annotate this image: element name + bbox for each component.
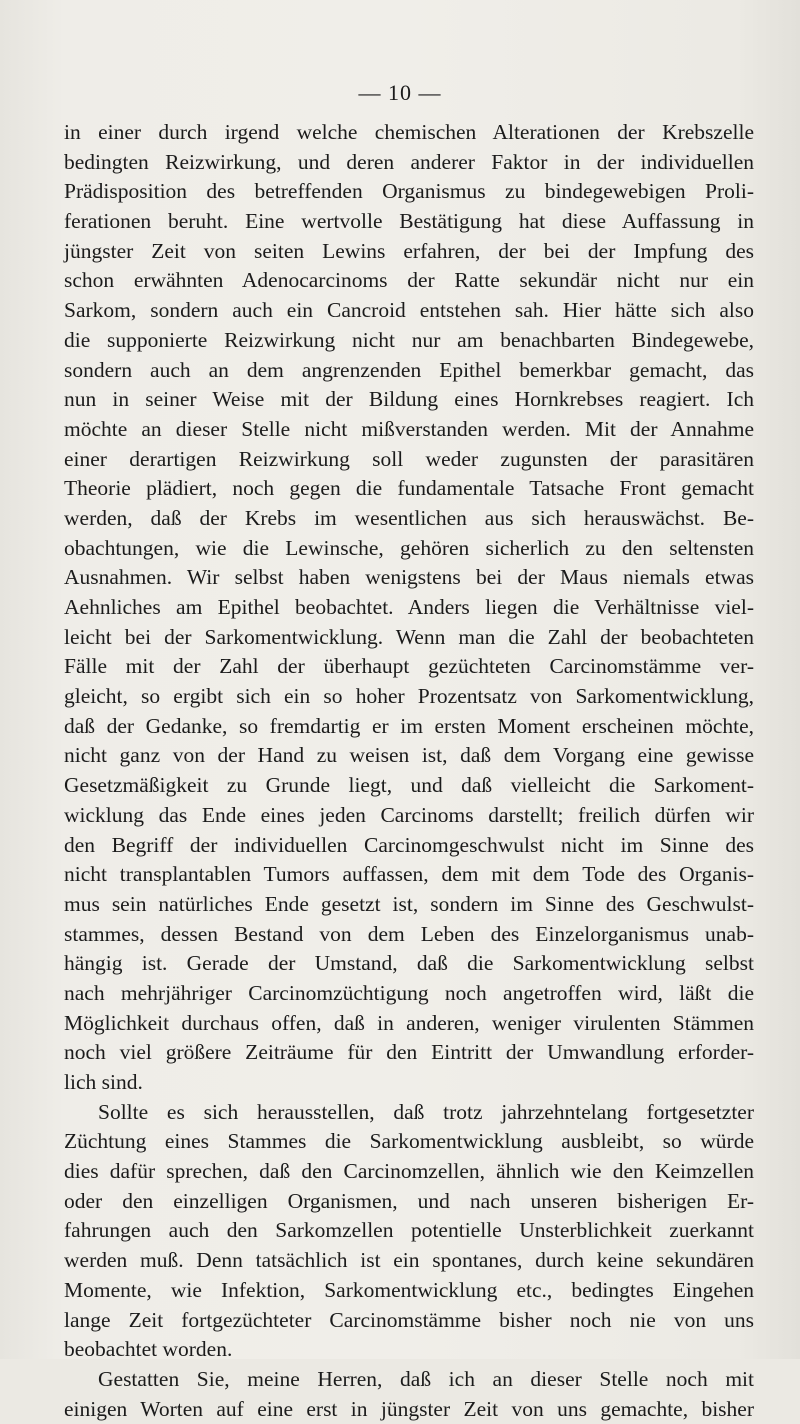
text-line: fahrungen auch den Sarkomzellen potentielle Unsterblichkeit zuerkannt xyxy=(64,1218,754,1243)
text-line: Prädisposition des betreffenden Organismus zu bindegewebigen Proli- xyxy=(64,179,754,204)
text-line: schon erwähnten Adenocarcinoms der Ratte sekundär nicht nur ein xyxy=(64,268,754,293)
text-line: Sollte es sich herausstellen, daß trotz jahrzehntelang fortgesetzter xyxy=(98,1099,754,1124)
text-line: Sarkom, sondern auch ein Cancroid entstehen sah. Hier hätte sich also xyxy=(64,298,754,323)
text-line: noch viel größere Zeiträume für den Eintritt der Umwandlung erforder- xyxy=(64,1040,754,1065)
text-line: die supponierte Reizwirkung nicht nur am benachbarten Bindegewebe, xyxy=(64,327,754,352)
text-line: einer derartigen Reizwirkung soll weder zugunsten der parasitären xyxy=(64,446,754,471)
text-line: bedingten Reizwirkung, und deren anderer Faktor in der individuellen xyxy=(64,149,754,174)
text-line: werden, daß der Krebs im wesentlichen aus sich herauswächst. Be- xyxy=(64,505,754,530)
text-line: sondern auch an dem angrenzenden Epithel bemerkbar gemacht, das xyxy=(64,357,754,382)
text-line: daß der Gedanke, so fremdartig er im ersten Moment erscheinen möchte, xyxy=(64,713,754,738)
text-line: Möglichkeit durchaus offen, daß in anderen, weniger virulenten Stämmen xyxy=(64,1010,754,1035)
text-line: nicht transplantablen Tumors auffassen, dem mit dem Tode des Organis- xyxy=(64,862,754,887)
text-line: leicht bei der Sarkomentwicklung. Wenn man die Zahl der beobachteten xyxy=(64,624,754,649)
text-line: einigen Worten auf eine erst in jüngster Zeit von uns gemachte, bisher xyxy=(64,1396,754,1421)
text-line: lich sind. xyxy=(64,1070,143,1094)
text-line: nun in seiner Weise mit der Bildung eines Hornkrebses reagiert. Ich xyxy=(64,387,754,412)
text-line: stammes, dessen Bestand von dem Leben des Einzelorganismus unab- xyxy=(64,921,754,946)
page-number: — 10 — xyxy=(358,80,442,105)
text-line: gleicht, so ergibt sich ein so hoher Prozentsatz von Sarkomentwicklung, xyxy=(64,684,754,709)
text-line: mus sein natürliches Ende gesetzt ist, sondern im Sinne des Geschwulst- xyxy=(64,891,754,916)
text-line: dies dafür sprechen, daß den Carcinomzellen, ähnlich wie den Keimzellen xyxy=(64,1159,754,1184)
text-line: Gesetzmäßigkeit zu Grunde liegt, und daß vielleicht die Sarkoment- xyxy=(64,773,754,798)
text-line: wicklung das Ende eines jeden Carcinoms darstellt; freilich dürfen wir xyxy=(64,802,754,827)
text-line: nach mehrjähriger Carcinomzüchtigung noch angetroffen wird, läßt die xyxy=(64,980,754,1005)
text-line: lange Zeit fortgezüchteter Carcinomstämme bisher noch nie von uns xyxy=(64,1307,754,1332)
text-line: oder den einzelligen Organismen, und nach unseren bisherigen Er- xyxy=(64,1188,754,1213)
text-line: möchte an dieser Stelle nicht mißverstanden werden. Mit der Annahme xyxy=(64,416,754,441)
text-line: Momente, wie Infektion, Sarkomentwicklung etc., bedingtes Eingehen xyxy=(64,1277,754,1302)
text-line: Ausnahmen. Wir selbst haben wenigstens bei der Maus niemals etwas xyxy=(64,565,754,590)
text-line: Züchtung eines Stammes die Sarkomentwicklung ausbleibt, so würde xyxy=(64,1129,754,1154)
text-line: Fälle mit der Zahl der überhaupt gezüchteten Carcinomstämme ver- xyxy=(64,654,754,679)
body-text xyxy=(64,118,754,1424)
text-line: ferationen beruht. Eine wertvolle Bestätigung hat diese Auffassung in xyxy=(64,209,754,234)
text-line: hängig ist. Gerade der Umstand, daß die Sarkomentwicklung selbst xyxy=(64,951,754,976)
text-line: werden muß. Denn tatsächlich ist ein spontanes, durch keine sekundären xyxy=(64,1248,754,1273)
text-line: Gestatten Sie, meine Herren, daß ich an dieser Stelle noch mit xyxy=(98,1366,754,1391)
text-line: Theorie plädiert, noch gegen die fundamentale Tatsache Front gemacht xyxy=(64,476,754,501)
text-line: nicht ganz von der Hand zu weisen ist, daß dem Vorgang eine gewisse xyxy=(64,743,754,768)
text-line: Aehnliches am Epithel beobachtet. Anders liegen die Verhältnisse viel- xyxy=(64,595,754,619)
text-line: beobachtet worden. xyxy=(64,1337,233,1362)
text-line: jüngster Zeit von seiten Lewins erfahren, der bei der Impfung des xyxy=(64,238,754,263)
text-line: den Begriff der individuellen Carcinomgeschwulst nicht im Sinne des xyxy=(64,832,754,857)
text-line: obachtungen, wie die Lewinsche, gehören sicherlich zu den seltensten xyxy=(64,535,754,560)
text-line: in einer durch irgend welche chemischen Alterationen der Krebszelle xyxy=(64,120,754,144)
